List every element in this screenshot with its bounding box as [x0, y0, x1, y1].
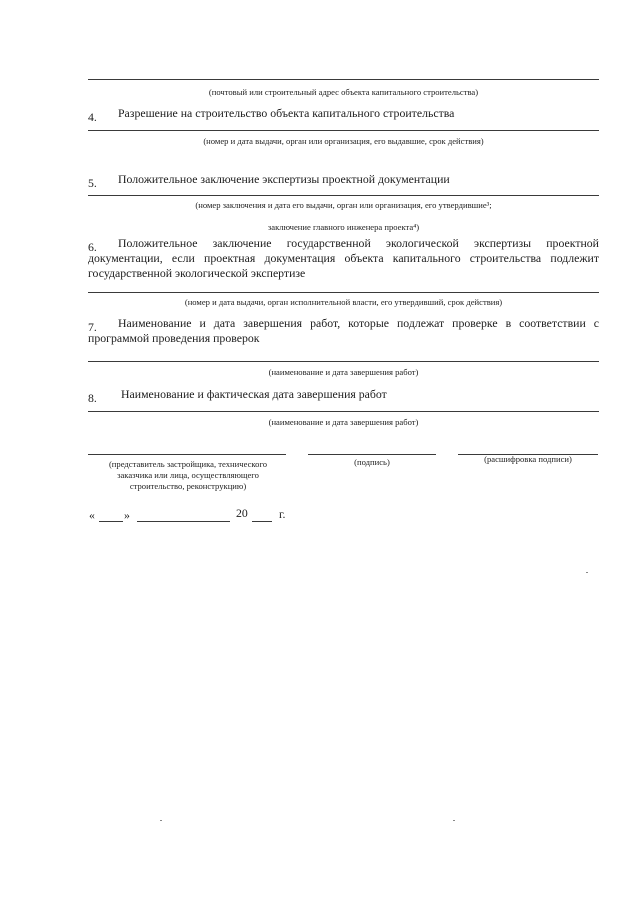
- item-5-caption: (номер заключения и дата его выдачи, орган или организация, его утвердившие³;: [195, 200, 492, 210]
- item-7-caption: (наименование и дата завершения работ): [268, 367, 419, 377]
- item-4-line: [88, 130, 599, 131]
- representative-line: [88, 454, 286, 455]
- item-5-number: 5.: [88, 176, 97, 190]
- item-5-caption-2: заключение главного инженера проекта⁴): [267, 222, 420, 232]
- date-open-quote: «: [89, 508, 95, 522]
- date-close-quote: »: [124, 508, 130, 522]
- item-5-text: Положительное заключение экспертизы проектной документации: [118, 172, 450, 186]
- item-8-caption: (наименование и дата завершения работ): [268, 417, 419, 427]
- date-month-blank: [137, 521, 230, 522]
- postal-address-caption: (почтовый или строительный адрес объекта капитального строительства): [208, 87, 479, 97]
- item-4-caption: (номер и дата выдачи, орган или организация, его выдавшие, срок действия): [203, 136, 484, 146]
- item-5-line: [88, 195, 599, 196]
- item-4-number: 4.: [88, 110, 97, 124]
- date-day-blank: [99, 521, 123, 522]
- postal-address-line: [88, 79, 599, 80]
- scan-speck: [586, 572, 588, 573]
- item-6-line: [88, 292, 599, 293]
- scan-speck: [453, 820, 455, 821]
- signature-caption: (подпись): [354, 457, 390, 467]
- item-6-number: 6.: [88, 240, 97, 254]
- item-7-text: Наименование и дата завершения работ, которые подлежат проверке в соответствии с программой проведения проверок: [88, 316, 599, 345]
- date-year-prefix: 20: [236, 506, 248, 520]
- representative-caption: (представитель застройщика, технического заказчика или лица, осуществляющего строительство, реконструкцию): [108, 459, 268, 491]
- item-8-line: [88, 411, 599, 412]
- item-6-text: Положительное заключение государственной экологической экспертизы проектной документации, если проектная документация объекта капитального строительства подлежит государственной экологической экспертизе: [88, 236, 599, 280]
- item-8-text: Наименование и фактическая дата завершения работ: [121, 387, 387, 401]
- decoding-caption: (расшифровка подписи): [484, 454, 572, 464]
- item-7-line: [88, 361, 599, 362]
- signature-line: [308, 454, 436, 455]
- item-7-number: 7.: [88, 320, 97, 334]
- item-6-caption: (номер и дата выдачи, орган исполнительной власти, его утвердивший, срок действия): [184, 297, 503, 307]
- date-year-blank: [252, 521, 272, 522]
- scan-speck: [160, 820, 162, 821]
- item-4-text: Разрешение на строительство объекта капитального строительства: [118, 106, 455, 120]
- date-year-suffix: г.: [279, 507, 286, 521]
- item-8-number: 8.: [88, 391, 97, 405]
